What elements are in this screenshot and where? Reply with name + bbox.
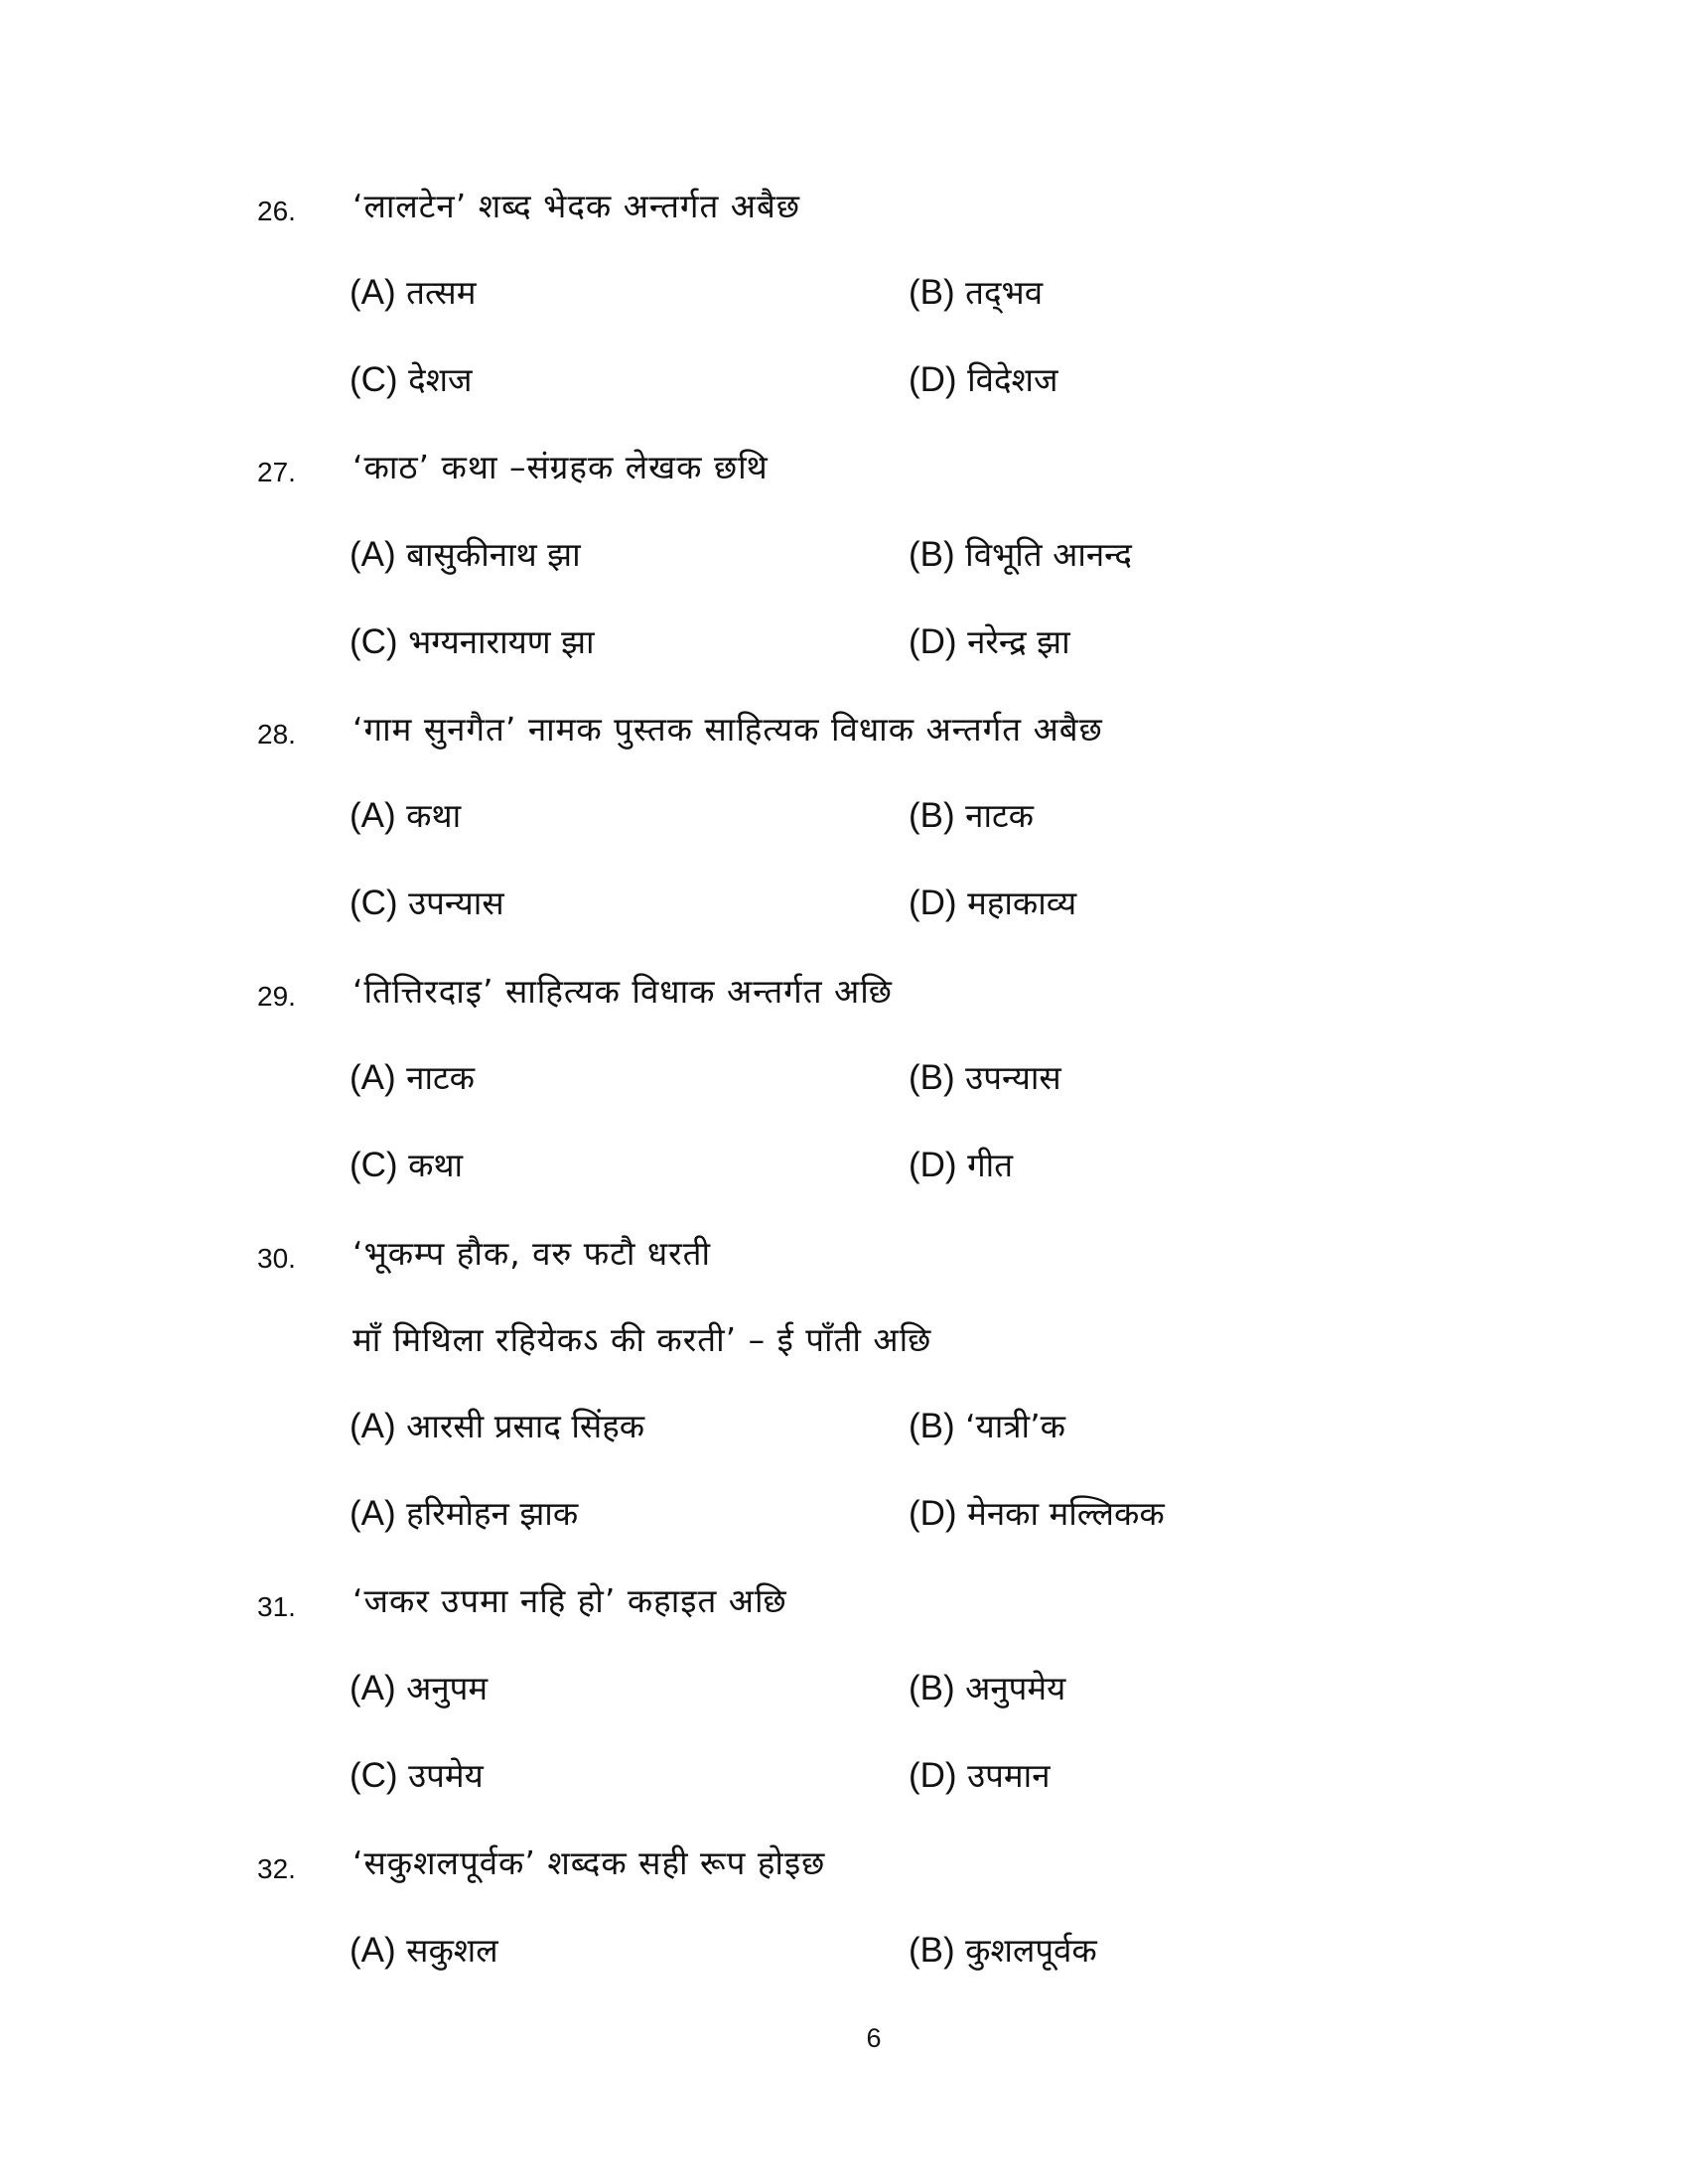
option-text: तद्‌भव (965, 273, 1044, 312)
option-text: आरसी प्रसाद सिंहक (406, 1407, 645, 1445)
option-a[interactable] (350, 272, 476, 314)
option-text: नाटक (965, 796, 1034, 835)
option-a[interactable] (350, 534, 581, 576)
option-label: (C) (350, 622, 398, 661)
option-text: महाकाव्य (967, 884, 1077, 922)
option-label: (B) (909, 796, 955, 835)
option-text: तत्सम (406, 273, 477, 312)
option-label: (C) (350, 360, 398, 399)
option-text: उपमेय (408, 1756, 484, 1795)
option-label: (A) (350, 1931, 396, 1970)
question-number: 30. (257, 1243, 296, 1274)
option-label: (B) (909, 535, 955, 574)
option-c[interactable] (350, 621, 595, 663)
option-text: भग्यनारायण झा (408, 622, 595, 661)
option-label: (B) (909, 1931, 955, 1970)
option-label: (A) (350, 1058, 396, 1097)
question-text: ‘गाम सुनगैत’ नामक पुस्तक साहित्यक विधाक अन्तर्गत अबैछ (352, 710, 1103, 749)
option-a[interactable] (350, 1057, 475, 1099)
option-c[interactable] (350, 1493, 578, 1535)
option-text: मेनका मल्लिकक (967, 1494, 1165, 1533)
option-label: (A) (350, 273, 396, 312)
option-label: (B) (909, 1058, 955, 1097)
option-label: (D) (909, 884, 957, 922)
question-text: ‘सकुशलपूर्वक’ शब्दक सही रूप होइछ (352, 1843, 826, 1882)
option-label: (C) (350, 1146, 398, 1184)
option-label: (D) (909, 1146, 957, 1184)
option-text: उपन्यास (965, 1058, 1061, 1097)
option-c[interactable] (350, 1755, 484, 1797)
option-label: (B) (909, 1669, 955, 1707)
option-label: (D) (909, 360, 957, 399)
question-text: ‘तित्तिरदाइ’ साहित्यक विधाक अन्तर्गत अछि (352, 972, 893, 1011)
option-text: हरिमोहन झाक (406, 1494, 579, 1533)
option-label: (A) (350, 535, 396, 574)
option-b[interactable] (909, 1057, 1061, 1099)
option-text: कुशलपूर्वक (965, 1931, 1097, 1970)
option-b[interactable] (909, 1668, 1065, 1709)
option-text: बासुकीनाथ झा (406, 535, 581, 574)
option-b[interactable] (909, 795, 1034, 837)
option-d[interactable] (909, 1493, 1165, 1535)
option-d[interactable] (909, 1755, 1051, 1797)
question-text-line-1: ‘भूकम्प हौक, वरु फटौ धरती (352, 1234, 712, 1273)
option-label: (C) (350, 1756, 398, 1795)
option-label: (A) (350, 1669, 396, 1707)
option-d[interactable] (909, 359, 1057, 401)
question-text: ‘जकर उपमा नहि हो’ कहाइत अछि (352, 1581, 787, 1620)
option-a[interactable] (350, 795, 461, 837)
option-text: उपन्यास (408, 884, 504, 922)
option-text: अनुपमेय (965, 1669, 1066, 1707)
option-b[interactable] (909, 534, 1132, 576)
option-text: नरेन्द्र झा (967, 622, 1070, 661)
option-b[interactable] (909, 1406, 1065, 1447)
option-label: (D) (909, 1756, 957, 1795)
option-a[interactable] (350, 1668, 488, 1709)
option-c[interactable] (350, 1145, 463, 1186)
question-number: 32. (257, 1853, 296, 1884)
question-text: ‘काठ’ कथा –संग्रहक लेखक छथि (352, 448, 769, 486)
option-label: (B) (909, 273, 955, 312)
option-text: नाटक (406, 1058, 475, 1097)
question-number: 31. (257, 1591, 296, 1622)
option-text: उपमान (967, 1756, 1051, 1795)
option-d[interactable] (909, 1145, 1013, 1186)
option-label: (C) (350, 884, 398, 922)
option-text: विभूति आनन्द (965, 535, 1132, 574)
option-label: (A) (350, 1494, 396, 1533)
question-number: 26. (257, 196, 296, 226)
option-c[interactable] (350, 359, 473, 401)
option-label: (B) (909, 1407, 955, 1445)
option-text: कथा (406, 796, 462, 835)
option-label: (A) (350, 1407, 396, 1445)
option-text: अनुपम (406, 1669, 489, 1707)
question-number: 27. (257, 457, 296, 487)
option-c[interactable] (350, 883, 504, 924)
option-a[interactable] (350, 1406, 644, 1447)
option-d[interactable] (909, 883, 1076, 924)
option-text: सकुशल (406, 1931, 498, 1970)
option-text: ‘यात्री’क (965, 1407, 1065, 1445)
question-text: ‘लालटेन’ शब्द भेदक अन्तर्गत अबैछ (352, 187, 800, 225)
option-label: (D) (909, 622, 957, 661)
option-a[interactable] (350, 1930, 498, 1972)
option-d[interactable] (909, 621, 1070, 663)
option-label: (A) (350, 796, 396, 835)
page-number: 6 (866, 2023, 882, 2053)
option-text: देशज (408, 360, 473, 399)
option-text: कथा (408, 1146, 464, 1184)
option-b[interactable] (909, 272, 1043, 314)
option-b[interactable] (909, 1930, 1097, 1972)
question-number: 28. (257, 719, 296, 750)
question-number: 29. (257, 981, 296, 1012)
option-label: (D) (909, 1494, 957, 1533)
option-text: विदेशज (967, 360, 1058, 399)
option-text: गीत (967, 1146, 1014, 1184)
question-text-line-2: माँ मिथिला रहियेकऽ की करती’ – ई पाँती अछि (352, 1320, 932, 1359)
